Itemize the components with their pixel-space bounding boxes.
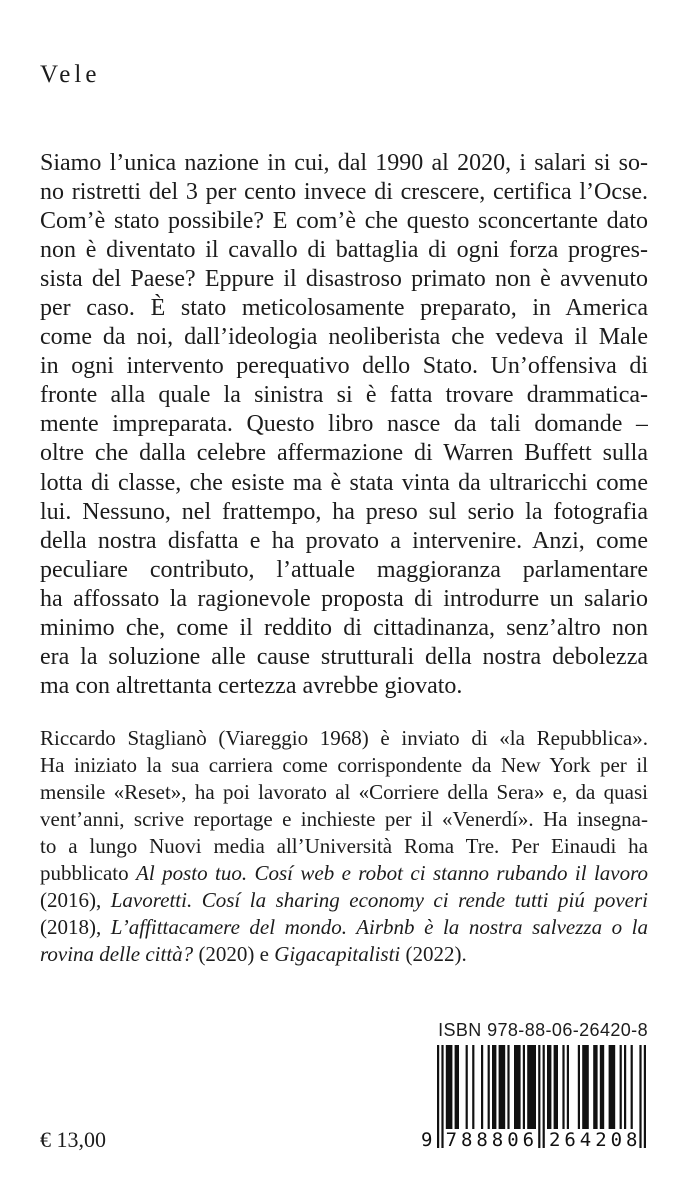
isbn-label: ISBN 978-88-06-26420-8	[438, 1020, 648, 1040]
barcode-guard-bar	[543, 1045, 545, 1148]
bio-text: (2016),	[40, 887, 111, 912]
barcode-bar	[620, 1045, 622, 1129]
barcode-bar	[499, 1045, 506, 1129]
barcode-digit-first: 9	[421, 1129, 433, 1151]
bio-text: (2022).	[400, 941, 467, 966]
barcode-bar	[507, 1045, 509, 1129]
bio-line	[40, 725, 648, 752]
bio-line	[40, 806, 648, 833]
barcode-bar	[609, 1045, 616, 1129]
barcode-bar	[593, 1045, 597, 1129]
bio-line	[40, 752, 648, 779]
blurb-line: sista del Paese? Eppure il disastroso primato non è avvenuto	[40, 265, 648, 292]
author-bio-paragraph	[40, 725, 648, 968]
series-title: Vele	[40, 61, 101, 88]
blurb-line: per caso. È stato meticolosamente preparato, in America	[40, 294, 648, 321]
barcode-guard-bar	[437, 1045, 439, 1148]
barcode-bar	[624, 1045, 626, 1129]
barcode-bar	[554, 1045, 558, 1129]
barcode-bar	[455, 1045, 459, 1129]
bio-text: to a lungo Nuovi media all’Università Roma Tre. Per Einaudi ha	[40, 833, 648, 858]
barcode-guard-bar	[538, 1045, 540, 1148]
barcode-bar	[446, 1045, 453, 1129]
barcode-bar	[562, 1045, 564, 1129]
bio-line	[40, 779, 648, 806]
book-title-text: Lavoretti. Cosí la sharing economy ci rende tutti piú poveri	[110, 887, 648, 912]
blurb-line: mente impreparata. Questo libro nasce da tali domande –	[40, 411, 648, 438]
barcode-bar	[547, 1045, 551, 1129]
bio-line	[40, 833, 648, 860]
blurb-line: come da noi, dall’ideologia neoliberista che vedeva il Male	[40, 324, 648, 351]
barcode-bar	[492, 1045, 496, 1129]
bio-text: (2018),	[40, 914, 111, 939]
bio-text: Riccardo Staglianò (Viareggio 1968) è inviato di «la Repubblica».	[40, 725, 648, 750]
bio-line	[40, 860, 648, 887]
barcode-bar	[578, 1045, 580, 1129]
blurb-line: minimo che, come il reddito di cittadinanza, senz’altro non	[40, 615, 648, 641]
blurb-line: no ristretti del 3 per cento invece di crescere, certifica l’Ocse.	[40, 178, 648, 205]
barcode-bar	[472, 1045, 474, 1129]
blurb-line: oltre che dalla celebre affermazione di Warren Buffett sulla	[40, 440, 648, 467]
book-title-text: rovina delle città?	[40, 941, 194, 966]
blurb-line: lotta di classe, che esiste ma è stata vinta da ultraricchi come	[40, 469, 648, 496]
barcode-bar	[488, 1045, 490, 1129]
barcode-bar	[631, 1045, 633, 1129]
blurb-line: della nostra disfatta e ha provato a intervenire. Anzi, come	[40, 527, 648, 554]
blurb-line: lui. Nessuno, nel frattempo, ha preso sul serio la fotografia	[40, 498, 648, 525]
blurb-line: fronte alla quale la sinistra si è fatta trovare drammatica-	[40, 382, 648, 409]
bio-text: Ha iniziato la sua carriera come corrispondente da New York per il	[40, 752, 648, 777]
bio-text: pubblicato	[40, 860, 137, 885]
bio-text: mensile «Reset», ha poi lavorato al «Corriere della Sera» e, da quasi	[40, 779, 648, 804]
book-title-text: L’affittacamere del mondo. Airbnb è la nostra salvezza o la	[110, 914, 648, 939]
barcode-bar	[567, 1045, 569, 1129]
bio-line	[40, 887, 648, 914]
barcode-bar	[514, 1045, 521, 1129]
barcode-digits-right: 264208	[549, 1129, 642, 1151]
barcode-bar	[523, 1045, 525, 1129]
barcode-bar	[527, 1045, 536, 1129]
book-title-text: Al posto tuo. Cosí web e robot ci stanno rubando il lavoro	[136, 860, 648, 885]
blurb-paragraph	[40, 149, 648, 702]
barcode-digits-left: 788806	[445, 1129, 538, 1151]
bio-line	[40, 914, 648, 941]
blurb-line: ha affossato la ragionevole proposta di introdurre un salario	[40, 585, 648, 612]
bio-text: (2020) e	[193, 941, 275, 966]
price: € 13,00	[40, 1127, 106, 1152]
blurb-line: Com’è stato possibile? E com’è che questo sconcertante dato	[40, 207, 648, 234]
barcode-bar	[600, 1045, 604, 1129]
bio-line	[40, 941, 648, 968]
bio-text: vent’anni, scrive reportage e inchieste per il «Venerdí». Ha insegna-	[40, 806, 648, 831]
blurb-line: in ogni intervento perequativo dello Stato. Un’offensiva di	[40, 353, 648, 380]
blurb-line: ma con altrettanta certezza avrebbe giovato.	[40, 673, 463, 700]
barcode-guard-bar	[644, 1045, 646, 1148]
blurb-line: peculiare contributo, l’attuale maggioranza parlamentare	[40, 556, 648, 583]
barcode-bar	[481, 1045, 483, 1129]
blurb-line: Siamo l’unica nazione in cui, dal 1990 al 2020, i salari si so-	[40, 149, 648, 176]
barcode-bar	[466, 1045, 468, 1129]
barcode-bar	[582, 1045, 589, 1129]
blurb-line: non è diventato il cavallo di battaglia di ogni forza progres-	[40, 236, 648, 263]
blurb-line: era la soluzione alle cause strutturali della nostra debolezza	[40, 644, 648, 671]
book-title-text: Gigacapitalisti	[274, 941, 401, 966]
